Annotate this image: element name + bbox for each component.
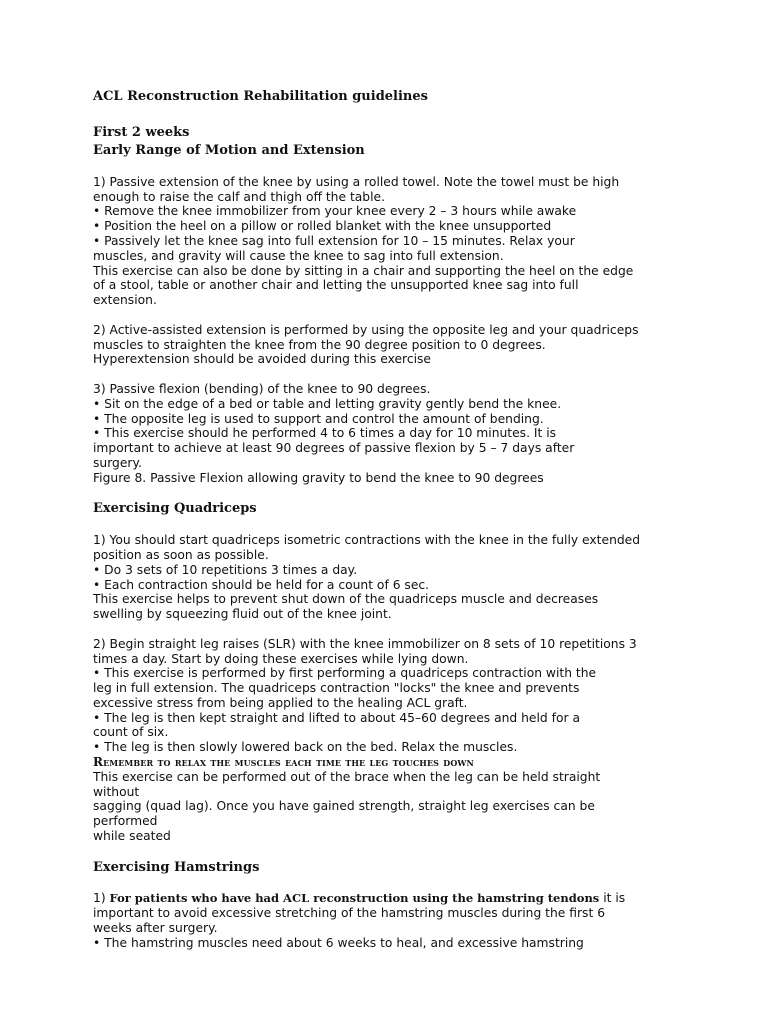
- document-title: ACL Reconstruction Rehabilitation guidelines: [93, 89, 428, 104]
- paragraph-passive-extension: 1) Passive extension of the knee by using a rolled towel. Note the towel must be high enough to raise the calf and thigh off the table. • Remove the knee immobilizer from your knee every 2 – 3 hours while awake • Position the heel on a pillow or rolled blanket with the knee unsupported • Passively let the knee sag into full extension for 10 – 15 minutes. Relax your muscles, and gravity will cause the knee to sag into full extension. This exercise can also be done by sitting in a chair and supporting the heel on the edge of a stool, table or another chair and letting the unsupported knee sag into full extension.: [93, 174, 634, 308]
- section-heading-quadriceps: Exercising Quadriceps: [93, 501, 257, 517]
- item-number: 1): [93, 891, 110, 906]
- spacer: [93, 486, 673, 501]
- spacer: [93, 877, 673, 892]
- section-heading-range-of-motion: Early Range of Motion and Extension: [93, 143, 365, 158]
- paragraph-hamstring-continued: important to avoid excessive stretching of the hamstring muscles during the first 6 weeks after surgery. • The hamstring muscles need about 6 weeks to heal, and excessive hamstring: [93, 906, 606, 950]
- paragraph-passive-flexion: 3) Passive flexion (bending) of the knee to 90 degrees. • Sit on the edge of a bed or table and letting gravity gently bend the knee. • The opposite leg is used to support and control the amount of bending. • This exercise should he performed 4 to 6 times a day for 10 minutes. It is important to achieve at least 90 degrees of passive flexion by 5 – 7 days after surgery. Figure 8. Passive Flexion allowing gravity to bend the knee to 90 degrees: [93, 381, 575, 485]
- reminder-small-caps: Remember to relax the muscles each time the leg touches down: [93, 755, 474, 770]
- spacer: [93, 518, 673, 533]
- spacer: [93, 367, 673, 382]
- spacer: [93, 106, 673, 124]
- paragraph-out-of-brace: This exercise can be performed out of the brace when the leg can be held straight without sagging (quad lag). Once you have gained strength, straight leg exercises can be performed while seated: [93, 769, 601, 844]
- paragraph-hamstring-intro: [93, 891, 673, 906]
- section-heading-first-2-weeks: First 2 weeks: [93, 125, 190, 140]
- hamstring-inline-text: it is: [599, 891, 626, 906]
- document-page: [93, 88, 673, 951]
- section-heading-hamstrings: Exercising Hamstrings: [93, 859, 260, 875]
- spacer: [93, 622, 673, 637]
- spacer: [93, 308, 673, 323]
- spacer: [93, 160, 673, 175]
- spacer: [93, 844, 673, 859]
- hamstring-bold-note: For patients who have had ACL reconstruction using the hamstring tendons: [109, 891, 600, 906]
- paragraph-straight-leg-raises: 2) Begin straight leg raises (SLR) with the knee immobilizer on 8 sets of 10 repetitions 3 times a day. Start by doing these exercises while lying down. • This exercise is performed by first performing a quadriceps contraction with the leg in full extension. The quadriceps contraction "locks" the knee and prevents excessive stress from being applied to the healing ACL graft. • The leg is then kept straight and lifted to about 45–60 degrees and held for a count of six. • The leg is then slowly lowered back on the bed. Relax the muscles.: [93, 636, 637, 755]
- paragraph-quadriceps-isometric: 1) You should start quadriceps isometric contractions with the knee in the fully extended position as soon as possible. • Do 3 sets of 10 repetitions 3 times a day. • Each contraction should be held for a count of 6 sec. This exercise helps to prevent shut down of the quadriceps muscle and decreases swelling by squeezing fluid out of the knee joint.: [93, 533, 641, 622]
- paragraph-active-assisted-extension: 2) Active-assisted extension is performed by using the opposite leg and your quadriceps muscles to straighten the knee from the 90 degree position to 0 degrees. Hyperextension should be avoided during this exercise: [93, 322, 639, 367]
